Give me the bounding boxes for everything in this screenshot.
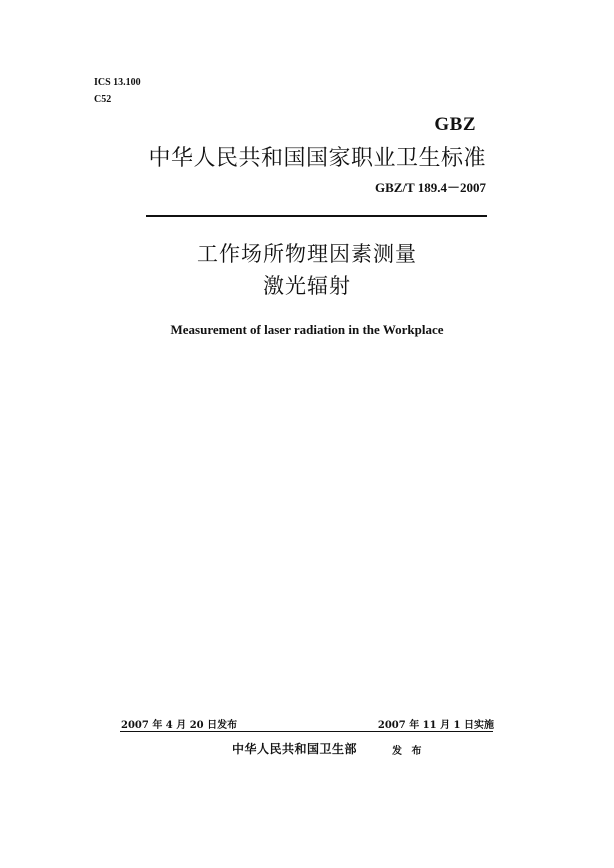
ccs-code: C52 [94,94,112,105]
publish-label: 发 布 [392,746,425,757]
document-title-line-2: 激光辐射 [263,274,351,298]
document-title-english: Measurement of laser radiation in the Workplace [170,322,444,337]
header-divider [146,215,487,217]
standard-number: GBZ/T 189.4－2007 [374,180,486,195]
footer-divider [120,731,493,732]
publisher-name: 中华人民共和国卫生部 [232,742,358,756]
ics-code: ICS 13.100 [94,77,141,88]
implementation-date: 2007 年 11 月 1 日实施 [377,720,494,731]
issue-date: 2007 年 4 月 20 日发布 [121,720,238,731]
standard-category-title: 中华人民共和国国家职业卫生标准 [148,146,486,171]
document-title-line-1: 工作场所物理因素测量 [197,242,417,266]
standard-code-label: GBZ [434,114,476,135]
